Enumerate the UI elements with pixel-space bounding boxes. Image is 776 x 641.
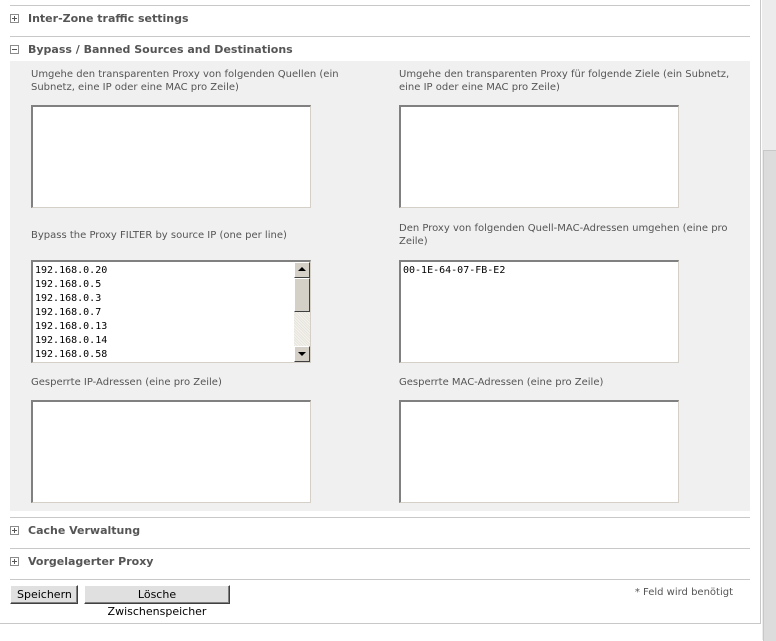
save-button[interactable]: Speichern bbox=[10, 585, 78, 604]
textarea-content bbox=[403, 264, 505, 278]
section-title-inter-zone: Inter-Zone traffic settings bbox=[28, 11, 189, 25]
banned-ip-label: Gesperrte IP-Adressen (eine pro Zeile) bbox=[31, 377, 222, 388]
divider bbox=[10, 5, 750, 6]
bypass-mac-textarea[interactable] bbox=[399, 260, 679, 363]
section-header-inter-zone[interactable] bbox=[10, 10, 189, 26]
clear-cache-button[interactable]: Lösche Zwischenspeicher bbox=[84, 585, 230, 604]
banned-mac-label: Gesperrte MAC-Adressen (eine pro Zeile) bbox=[399, 377, 604, 388]
divider bbox=[10, 36, 750, 37]
bypass-destinations-textarea[interactable] bbox=[399, 105, 679, 208]
section-title-bypass: Bypass / Banned Sources and Destinations bbox=[28, 42, 293, 56]
expand-plus-icon[interactable] bbox=[10, 14, 19, 23]
bypass-filter-ip-textarea[interactable] bbox=[31, 260, 311, 363]
ip-line: 192.168.0.3 bbox=[35, 293, 102, 304]
textarea-content bbox=[35, 264, 107, 362]
scroll-up-arrow-icon[interactable] bbox=[294, 262, 310, 278]
mac-line: 00-1E-64-07-FB-E2 bbox=[403, 265, 506, 276]
bypass-panel bbox=[10, 61, 750, 511]
textarea-scrollbar[interactable] bbox=[294, 262, 310, 362]
ip-line: 192.168.0.20 bbox=[35, 265, 108, 276]
banned-ip-textarea[interactable] bbox=[31, 400, 311, 503]
page-scrollbar-thumb[interactable] bbox=[763, 150, 776, 641]
expand-plus-icon[interactable] bbox=[10, 557, 19, 566]
scrollbar-thumb[interactable] bbox=[294, 278, 310, 312]
ip-line: 192.168.0.58 bbox=[35, 349, 108, 360]
collapse-minus-icon[interactable] bbox=[10, 45, 19, 54]
banned-mac-textarea[interactable] bbox=[399, 400, 679, 503]
divider bbox=[10, 579, 750, 580]
scroll-down-arrow-icon[interactable] bbox=[294, 346, 310, 362]
ip-line: 192.168.0.13 bbox=[35, 321, 108, 332]
expand-plus-icon[interactable] bbox=[10, 526, 19, 535]
ip-line: 192.168.0.14 bbox=[35, 335, 108, 346]
bypass-mac-label: Den Proxy von folgenden Quell-MAC-Adressen umgehen (eine pro Zeile) bbox=[399, 223, 728, 247]
section-title-cache: Cache Verwaltung bbox=[28, 523, 141, 537]
bypass-sources-label: Umgehe den transparenten Proxy von folgenden Quellen (ein Subnetz, eine IP oder eine MAC pro Zeile) bbox=[31, 69, 339, 93]
ip-line: 192.168.0.7 bbox=[35, 307, 102, 318]
section-header-cache[interactable] bbox=[10, 522, 140, 538]
section-title-upstream-proxy: Vorgelagerter Proxy bbox=[28, 554, 154, 568]
divider bbox=[10, 548, 750, 549]
section-header-upstream-proxy[interactable] bbox=[10, 553, 153, 569]
divider bbox=[10, 517, 750, 518]
ip-line: 192.168.0.5 bbox=[35, 279, 102, 290]
bypass-filter-ip-label: Bypass the Proxy FILTER by source IP (one per line) bbox=[31, 230, 287, 241]
section-header-bypass[interactable] bbox=[10, 41, 293, 57]
bypass-sources-textarea[interactable] bbox=[31, 105, 311, 208]
page-scrollbar[interactable] bbox=[762, 0, 776, 640]
required-field-note: * Feld wird benötigt bbox=[634, 587, 733, 598]
bypass-destinations-label: Umgehe den transparenten Proxy für folgende Ziele (ein Subnetz, eine IP oder eine MAC pro Zeile) bbox=[399, 69, 730, 93]
